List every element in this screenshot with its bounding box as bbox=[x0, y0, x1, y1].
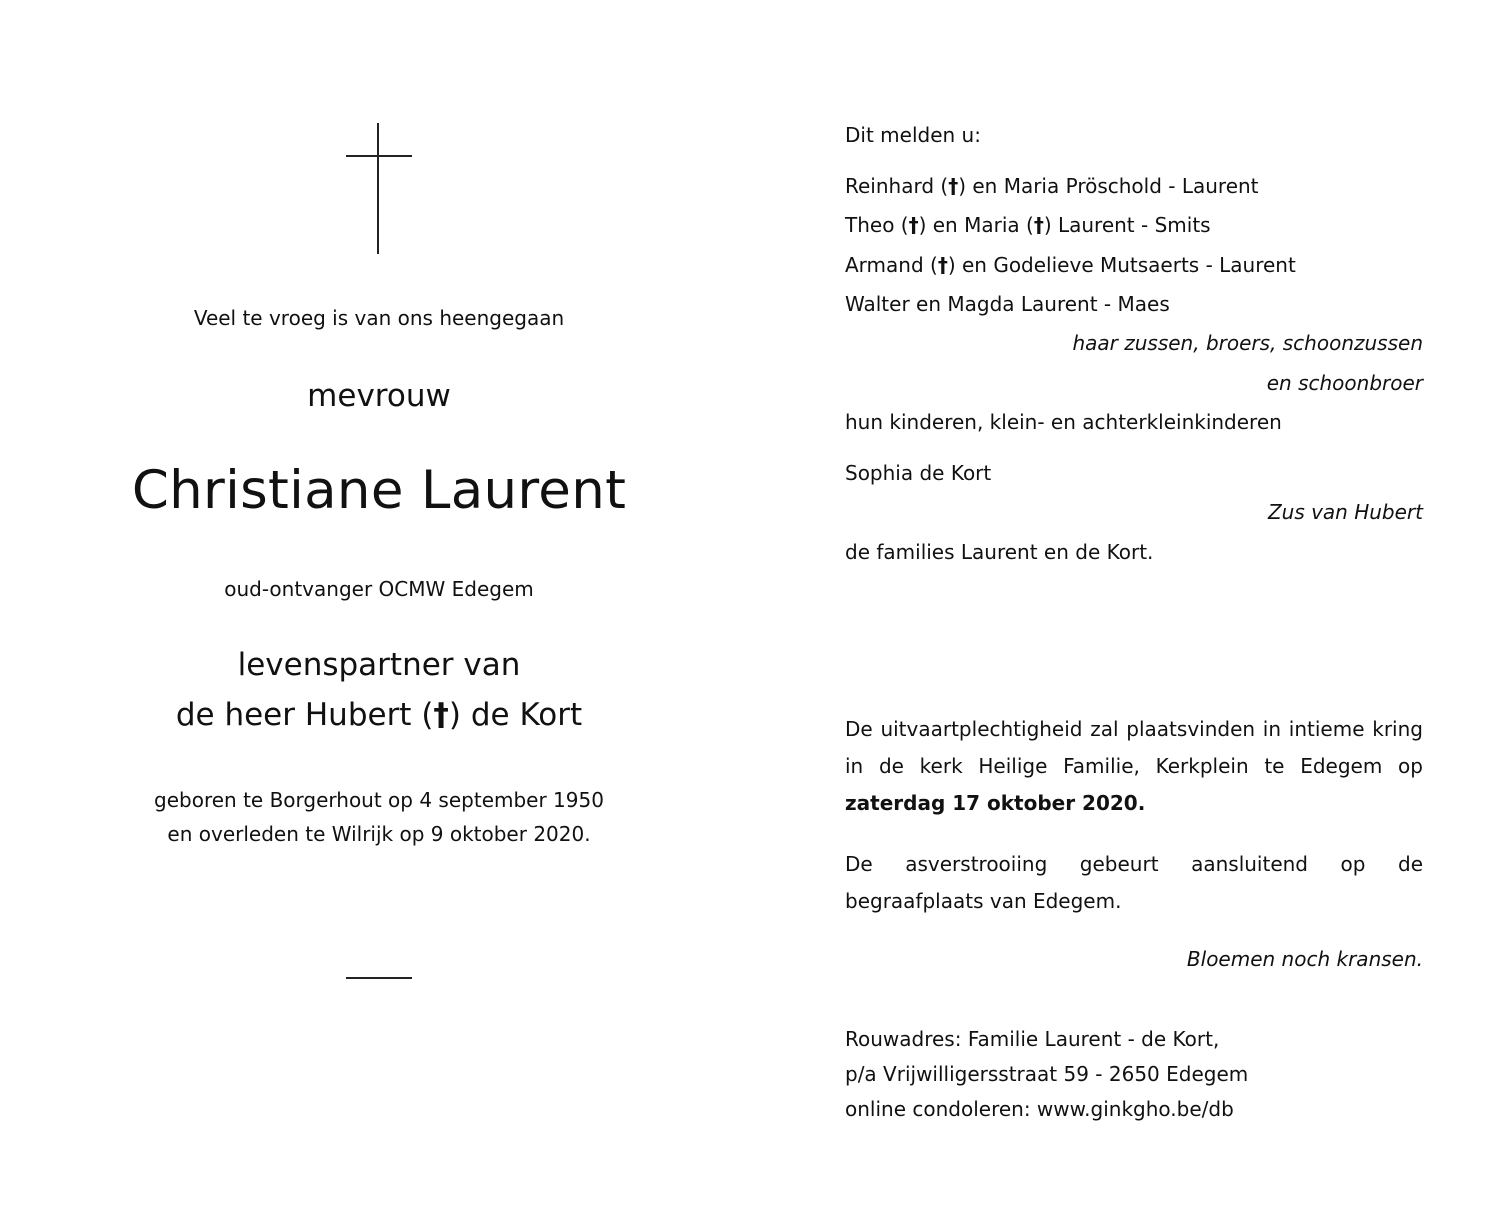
cross-icon-horizontal bbox=[346, 155, 412, 157]
cross-symbol: † bbox=[948, 174, 959, 198]
family-2-c: ) Laurent - Smits bbox=[1043, 213, 1211, 237]
partner-prefix: de heer Hubert ( bbox=[175, 697, 434, 733]
deceased-role: oud-ontvanger OCMW Edegem bbox=[224, 577, 534, 601]
death-info: en overleden te Wilrijk op 9 oktober 2020. bbox=[167, 822, 591, 846]
family-line-1 bbox=[845, 174, 1423, 198]
family-3-a: Armand ( bbox=[845, 253, 938, 277]
intro-text: Veel te vroeg is van ons heengegaan bbox=[193, 306, 565, 330]
family-line-2 bbox=[845, 213, 1423, 237]
partner-suffix: ) de Kort bbox=[448, 697, 583, 733]
ceremony-text: De uitvaartplechtigheid zal plaatsvinden in intieme kring in de kerk Heilige Familie, Kerkplein te Edegem op bbox=[845, 717, 1423, 778]
family-3-b: ) en Godelieve Mutsaerts - Laurent bbox=[947, 253, 1296, 277]
flowers-note: Bloemen noch kransen. bbox=[1186, 947, 1423, 971]
descendants-line: hun kinderen, klein- en achterkleinkinderen bbox=[845, 410, 1282, 434]
condolence-link[interactable]: online condoleren: www.ginkgho.be/db bbox=[845, 1097, 1234, 1121]
family-line-4: Walter en Magda Laurent - Maes bbox=[845, 292, 1170, 316]
family-1-a: Reinhard ( bbox=[845, 174, 949, 198]
title-word: mevrouw bbox=[307, 378, 451, 414]
ceremony-end: . bbox=[1137, 791, 1146, 815]
relation-line-1: haar zussen, broers, schoonzussen bbox=[1072, 331, 1423, 355]
partner-line-1: levenspartner van bbox=[237, 647, 521, 683]
cross-icon-vertical bbox=[377, 123, 379, 254]
relation-line-2: en schoonbroer bbox=[1266, 371, 1423, 395]
family-1-b: ) en Maria Pröschold - Laurent bbox=[958, 174, 1259, 198]
cross-symbol: † bbox=[433, 697, 449, 733]
closing-divider bbox=[346, 977, 412, 979]
address-line-2: p/a Vrijwilligersstraat 59 - 2650 Edegem bbox=[845, 1062, 1249, 1086]
sophia-line: Sophia de Kort bbox=[845, 461, 992, 485]
cross-symbol: † bbox=[908, 213, 919, 237]
family-2-b: ) en Maria ( bbox=[918, 213, 1034, 237]
families-line: de families Laurent en de Kort. bbox=[845, 540, 1154, 564]
family-2-a: Theo ( bbox=[845, 213, 909, 237]
cross-symbol: † bbox=[937, 253, 948, 277]
partner-line-2 bbox=[0, 697, 758, 733]
family-line-3 bbox=[845, 253, 1423, 277]
ash-paragraph: De asverstrooiing gebeurt aansluitend op de begraafplaats van Edegem. bbox=[845, 852, 1423, 913]
sophia-relation: Zus van Hubert bbox=[1267, 500, 1423, 524]
ceremony-date: zaterdag 17 oktober 2020 bbox=[845, 791, 1138, 815]
ceremony-paragraph bbox=[845, 711, 1423, 822]
address-line-1: Rouwadres: Familie Laurent - de Kort, bbox=[845, 1027, 1220, 1051]
announce-text: Dit melden u: bbox=[845, 123, 981, 147]
cross-symbol: † bbox=[1033, 213, 1044, 237]
birth-info: geboren te Borgerhout op 4 september 1950 bbox=[154, 788, 604, 812]
deceased-name: Christiane Laurent bbox=[131, 460, 627, 521]
